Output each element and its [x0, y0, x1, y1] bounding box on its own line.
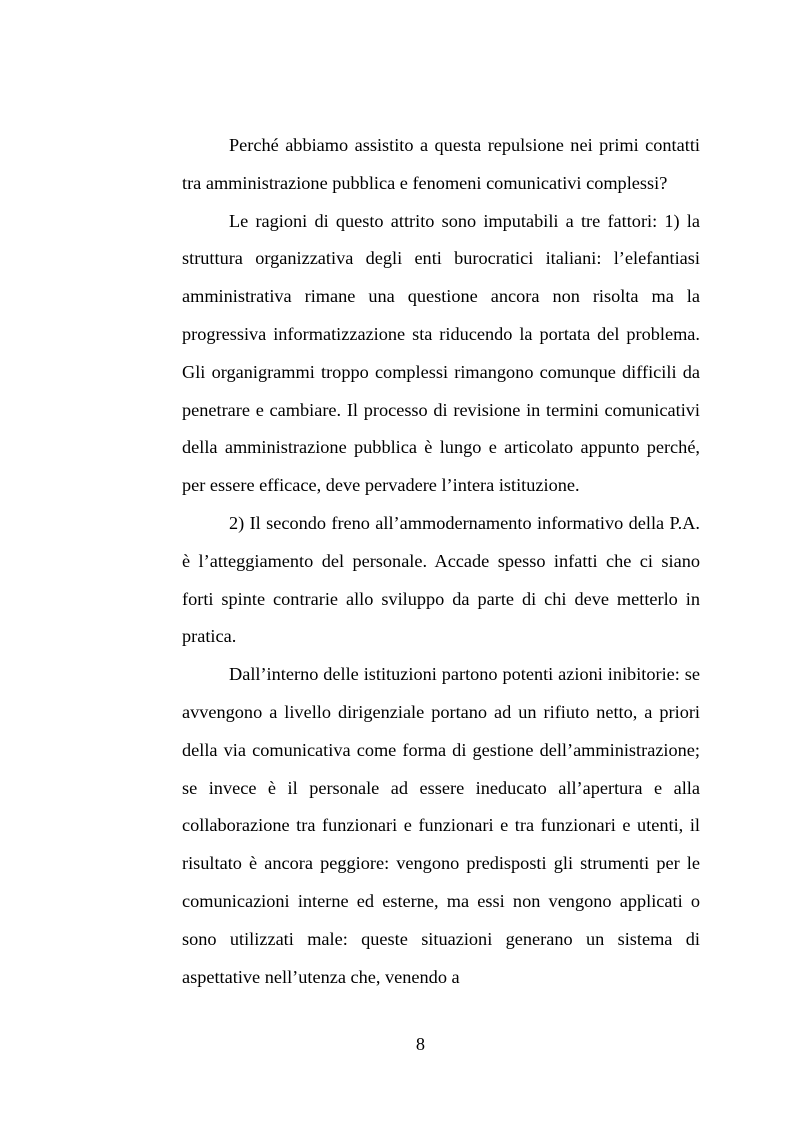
- document-body: [182, 127, 700, 996]
- paragraph: Perché abbiamo assistito a questa repulsione nei primi contatti tra amministrazione pubblica e fenomeni comunicativi complessi?: [182, 135, 700, 193]
- paragraph: 2) Il secondo freno all’ammodernamento informativo della P.A. è l’atteggiamento del personale. Accade spesso infatti che ci siano forti spinte contrarie allo sviluppo da parte di chi deve metterlo in pratica.: [182, 512, 700, 647]
- paragraph: Dall’interno delle istituzioni partono potenti azioni inibitorie: se avvengono a livello dirigenziale portano ad un rifiuto netto, a priori della via comunicativa come forma di gestione dell’amministrazione; se invece è il personale ad essere ineducato all’apertura e alla collaborazione tra funzionari e funzionari e tra funzionari e utenti, il risultato è ancora peggiore: vengono predisposti gli strumenti per le comunicazioni interne ed esterne, ma essi non vengono applicati o sono utilizzati male: queste situazioni generano un sistema di aspettative nell’utenza che, venendo a: [182, 664, 700, 987]
- page-number: 8: [415, 1034, 426, 1054]
- paragraph: Le ragioni di questo attrito sono imputabili a tre fattori: 1) la struttura organizzativa degli enti burocratici italiani: l’elefantiasi amministrativa rimane una questione ancora non risolta ma la progressiva informatizzazione sta riducendo la portata del problema. Gli organigrammi troppo complessi rimangono comunque difficili da penetrare e cambiare. Il processo di revisione in termini comunicativi della amministrazione pubblica è lungo e articolato appunto perché, per essere efficace, deve pervadere l’intera istituzione.: [182, 210, 700, 496]
